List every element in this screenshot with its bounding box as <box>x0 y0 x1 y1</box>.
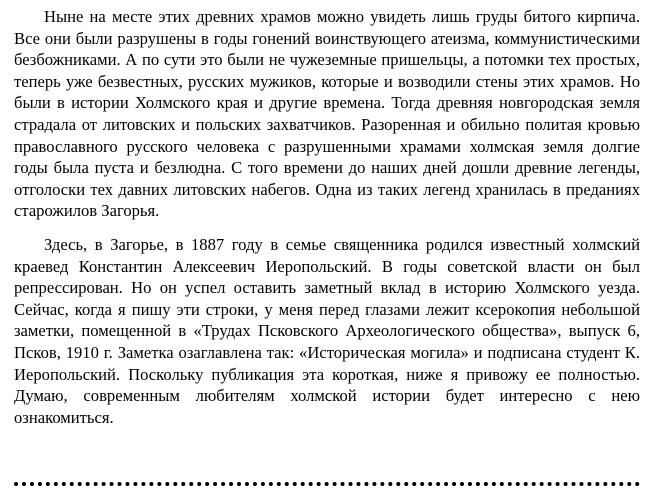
paragraph-temples-history: Ныне на месте этих древних храмов можно увидеть лишь груды битого кирпича. Все они были разрушены в годы гонений воинствующего атеизма, коммунистическими безбожниками. А по сути это были не чужеземные пришельцы, а потомки тех простых, теперь уже безвестных, русских мужиков, которые и возводили стены этих храмов. Но были в истории Холмского края и другие времена. Тогда древняя новгородская земля страдала от литовских и польских захватчиков. Разоренная и обильно политая кровью православного русского человека с разрушенными храмами холмская земля долгие годы была пуста и безлюдна. С того времени до наших дней дошли древние легенды, отголоски тех давних литовских набегов. Одна из таких легенд хранилась в преданиях старожилов Загорья. <box>14 7 640 221</box>
document-body <box>14 6 640 428</box>
dotted-divider <box>14 482 640 486</box>
paragraph-ieropolsky: Здесь, в Загорье, в 1887 году в семье священника родился известный холмский краевед Константин Алексеевич Иеропольский. В годы советской власти он был репрессирован. Но он успел оставить заметный вклад в историю Холмского уезда. Сейчас, когда я пишу эти строки, у меня перед глазами лежит ксерокопия небольшой заметки, помещенной в «Трудах Псковского Археологического общества», выпуск 6, Псков, 1910 г. Заметка озаглавлена так: «Историческая могила» и подписана студент К. Иеропольский. Поскольку публикация эта короткая, ниже я привожу ее полностью. Думаю, современным любителям холмской истории будет интересно с нею ознакомиться. <box>14 234 640 427</box>
